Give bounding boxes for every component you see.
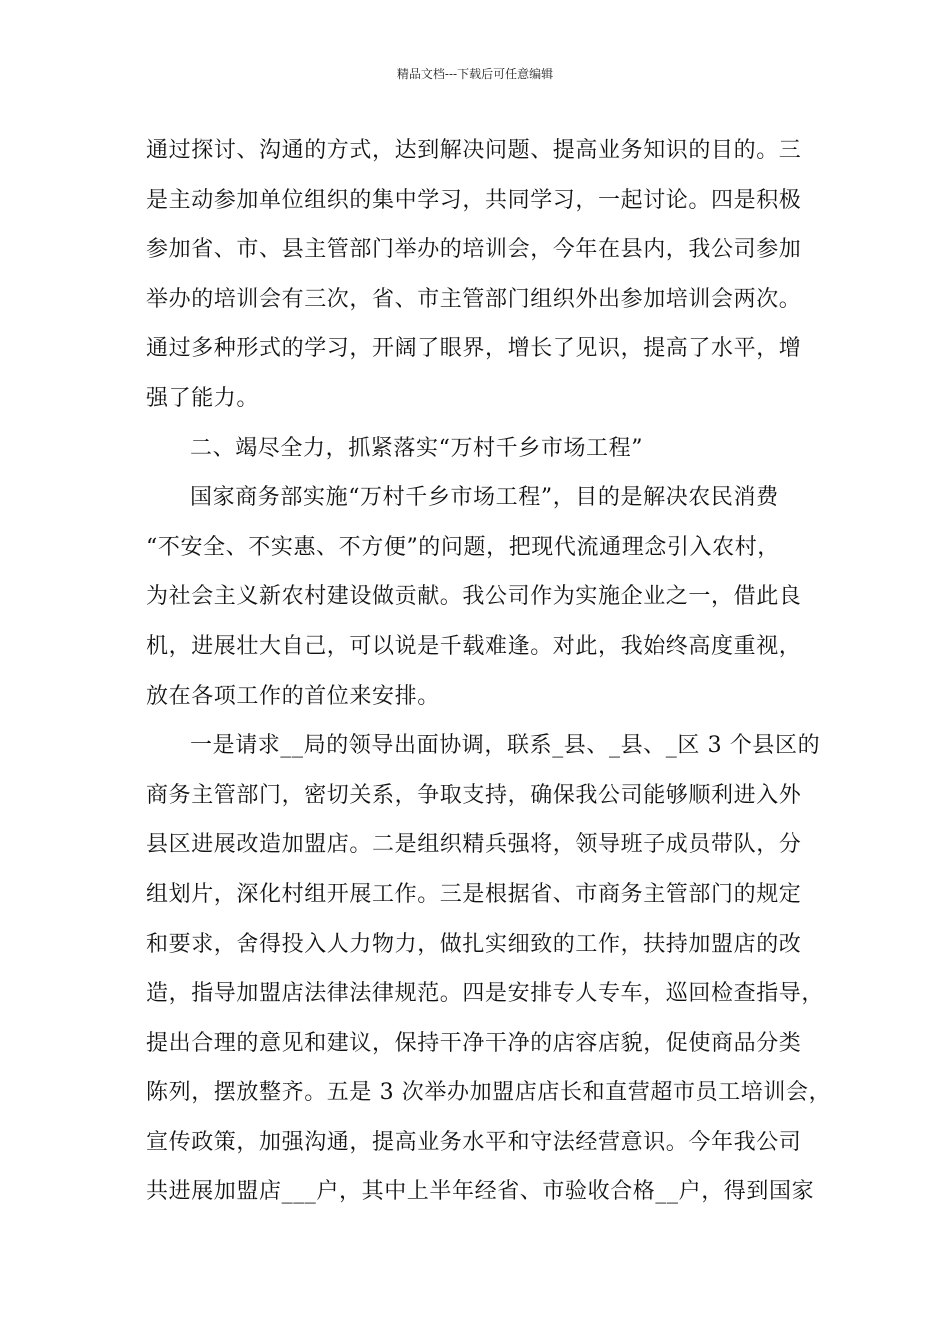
text-line: “不安全、不实惠、不方便”的问题，把现代流通理念引入农村， xyxy=(146,534,780,560)
text-line: 通过探讨、沟通的方式，达到解决问题、提高业务知识的目的。三 xyxy=(146,138,802,163)
section-heading: 二、竭尽全力，抓紧落实“万村千乡市场工程” xyxy=(190,435,644,461)
text-line: 陈列，摆放整齐。五是 3 次举办加盟店店长和直营超市员工培训会， xyxy=(146,1080,832,1106)
text-line: 为社会主义新农村建设做贡献。我公司作为实施企业之一，借此良 xyxy=(146,584,802,610)
page-header: 精品文档---下载后可任意编辑 xyxy=(396,67,554,81)
text-line: 和要求，舍得投入人力物力，做扎实细致的工作，扶持加盟店的改 xyxy=(146,931,802,957)
text-line: 县区进展改造加盟店。二是组织精兵强将，领导班子成员带队，分 xyxy=(146,832,802,858)
text-line: 组划片，深化村组开展工作。三是根据省、市商务主管部门的规定 xyxy=(146,881,802,907)
text-line: 是主动参加单位组织的集中学习，共同学习，一起讨论。四是积极 xyxy=(146,187,802,213)
text-line: 通过多种形式的学习，开阔了眼界，增长了见识，提高了水平，增 xyxy=(146,336,802,362)
text-line: 机，进展壮大自己，可以说是千载难逢。对此，我始终高度重视， xyxy=(146,633,802,659)
text-line: 宣传政策，加强沟通，提高业务水平和守法经营意识。今年我公司 xyxy=(146,1129,802,1155)
text-line: 强了能力。 xyxy=(146,385,260,411)
text-line: 国家商务部实施“万村千乡市场工程”，目的是解决农民消费 xyxy=(190,485,779,511)
text-line: 举办的培训会有三次，省、市主管部门组织外出参加培训会两次。 xyxy=(146,286,802,312)
text-line: 提出合理的意见和建议，保持干净干净的店容店貌，促使商品分类 xyxy=(146,1030,802,1056)
text-line: 一是请求__局的领导出面协调，联系_县、_县、_区 3 个县区的 xyxy=(190,733,821,759)
text-line: 参加省、市、县主管部门举办的培训会，今年在县内，我公司参加 xyxy=(146,237,802,263)
text-line: 造，指导加盟店法律法律规范。四是安排专人专车，巡回检查指导， xyxy=(146,981,825,1007)
text-line: 放在各项工作的首位来安排。 xyxy=(146,683,440,709)
document-body xyxy=(146,126,832,1217)
text-line: 共进展加盟店___户，其中上半年经省、市验收合格__户，得到国家 xyxy=(146,1179,815,1205)
text-line: 商务主管部门，密切关系，争取支持，确保我公司能够顺利进入外 xyxy=(146,782,802,808)
